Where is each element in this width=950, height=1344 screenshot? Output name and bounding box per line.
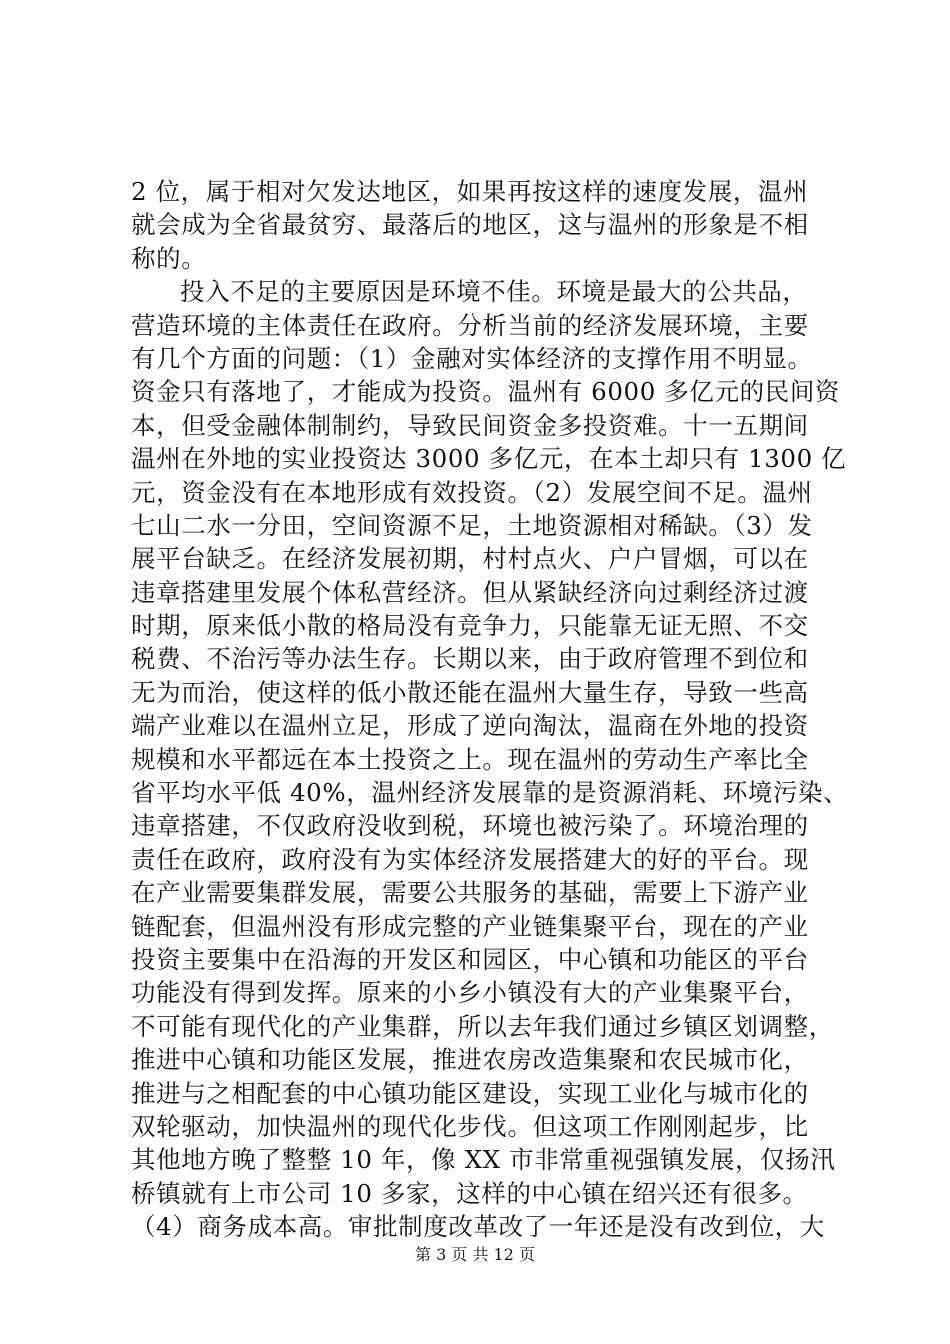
text-line: 省平均水平低 40%，温州经济发展靠的是资源消耗、环境污染、 [131,778,849,808]
text-line: 推进与之相配套的中心镇功能区建设，实现工业化与城市化的 [131,1078,809,1108]
text-line: 称的。 [131,243,207,273]
page-number-footer: 第 3 页 共 12 页 [415,1245,535,1264]
text-line: 桥镇就有上市公司 10 多家，这样的中心镇在绍兴还有很多。 [131,1178,808,1208]
text-line: 营造环境的主体责任在政府。分析当前的经济发展环境，主要 [131,310,809,340]
text-line: 推进中心镇和功能区发展，推进农房改造集聚和农民城市化， [131,1045,809,1075]
text-line: 税费、不治污等办法生存。长期以来，由于政府管理不到位和 [131,644,809,674]
text-line: 不可能有现代化的产业集群，所以去年我们通过乡镇区划调整， [131,1011,834,1041]
document-body [131,175,849,1244]
text-line: 规模和水平都远在本土投资之上。现在温州的劳动生产率比全 [131,744,809,774]
text-line: 双轮驱动，加快温州的现代化步伐。但这项工作刚刚起步，比 [131,1111,809,1141]
text-line: 本，但受金融体制制约，导致民间资金多投资难。十一五期间 [131,410,809,440]
text-line: 有几个方面的问题：（1）金融对实体经济的支撑作用不明显。 [131,343,813,373]
text-line: 投资主要集中在沿海的开发区和园区，中心镇和功能区的平台 [131,944,809,974]
text-line: 违章搭建，不仅政府没收到税，环境也被污染了。环境治理的 [131,811,809,841]
text-line: 投入不足的主要原因是环境不佳。环境是最大的公共品， [180,277,808,307]
text-line: 功能没有得到发挥。原来的小乡小镇没有大的产业集聚平台， [131,978,809,1008]
paragraph-1 [131,175,831,275]
text-line: 2 位，属于相对欠发达地区，如果再按这样的速度发展，温州 [131,177,809,206]
text-line: 责任在政府，政府没有为实体经济发展搭建大的好的平台。现 [131,844,809,874]
text-line: 其他地方晚了整整 10 年，像 XX 市非常重视强镇发展，仅扬汛 [131,1145,836,1175]
text-line: 时期，原来低小散的格局没有竞争力，只能靠无证无照、不交 [131,611,809,641]
text-line: 七山二水一分田，空间资源不足，土地资源相对稀缺。（3）发 [131,510,813,540]
text-line: 温州在外地的实业投资达 3000 多亿元，在本土却只有 1300 亿 [131,444,847,474]
text-line: 就会成为全省最贫穷、最落后的地区，这与温州的形象是不相 [131,210,809,240]
text-line: 违章搭建里发展个体私营经济。但从紧缺经济向过剩经济过渡 [131,577,809,607]
text-line: 在产业需要集群发展，需要公共服务的基础，需要上下游产业 [131,878,809,908]
text-line: 无为而治，使这样的低小散还能在温州大量生存，导致一些高 [131,677,809,707]
text-line: （4）商务成本高。审批制度改革改了一年还是没有改到位，大 [131,1212,825,1242]
text-line: 端产业难以在温州立足，形成了逆向淘汰，温商在外地的投资 [131,711,809,741]
text-line: 资金只有落地了，才能成为投资。温州有 6000 多亿元的民间资 [131,377,841,407]
text-line: 元，资金没有在本地形成有效投资。（2）发展空间不足。温州 [131,477,813,507]
paragraph-2 [131,275,849,1243]
text-line: 展平台缺乏。在经济发展初期，村村点火、户户冒烟，可以在 [131,544,809,574]
text-line: 链配套，但温州没有形成完整的产业链集聚平台，现在的产业 [131,911,809,941]
